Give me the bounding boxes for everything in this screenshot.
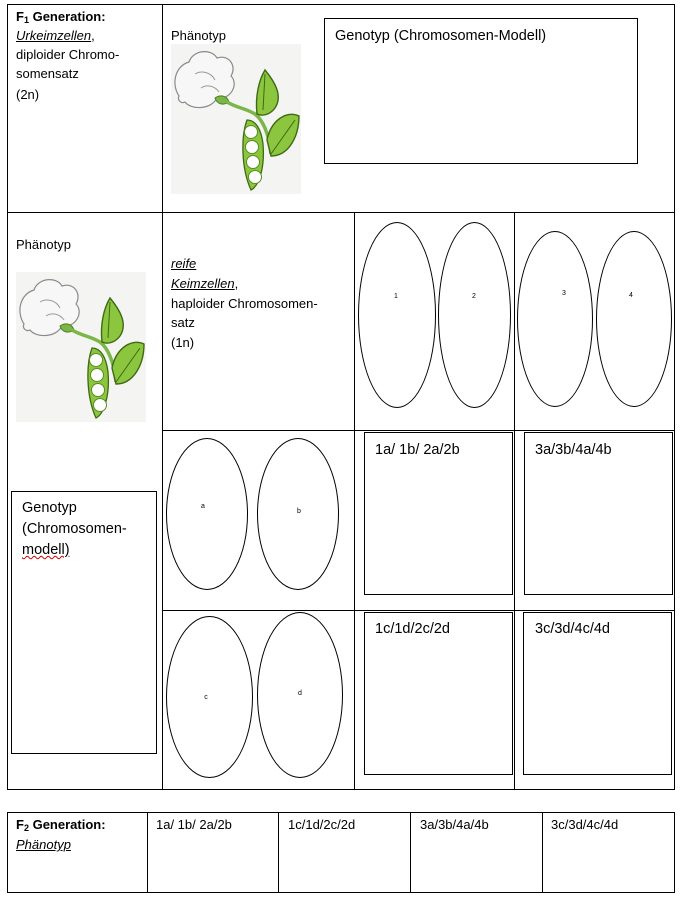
middle-genotype-line2: (Chromosomen- xyxy=(22,521,127,537)
f1-genotype-label: Genotyp (Chromosomen-Modell) xyxy=(335,28,547,44)
f2-col-divider-4 xyxy=(542,812,543,893)
keimzellen-term: Keimzellen xyxy=(171,276,235,291)
keimzellen-line xyxy=(171,274,238,293)
table-col-divider-3 xyxy=(514,212,515,790)
combo-label-3c3d4c4d: 3c/3d/4c/4d xyxy=(535,621,610,637)
f2-subscript: 2 xyxy=(23,823,29,833)
table-row-divider-2 xyxy=(163,430,675,431)
f2-border-right xyxy=(674,812,675,893)
table-col-divider-1 xyxy=(162,4,163,790)
combo-label-1c1d2c2d: 1c/1d/2c/2d xyxy=(375,621,450,637)
chromosome-label-4: 4 xyxy=(629,292,633,299)
middle-genotype-line1: Genotyp xyxy=(22,500,77,516)
chromosome-oval-c[interactable] xyxy=(166,616,253,778)
chromosome-oval-3[interactable] xyxy=(517,231,593,407)
f1-ploidy: (2n) xyxy=(16,87,40,102)
table-border-top xyxy=(7,4,675,5)
table-border-left xyxy=(7,4,8,790)
chromosome-label-c: c xyxy=(204,694,208,701)
chromosome-oval-4[interactable] xyxy=(596,231,672,407)
table-row-divider-1 xyxy=(7,212,675,213)
f2-generation-word: Generation: xyxy=(28,817,106,832)
middle-ploidy: (1n) xyxy=(171,335,195,350)
table-border-bottom xyxy=(7,789,675,790)
table-border-right xyxy=(674,4,675,790)
combo-label-1a1b2a2b: 1a/ 1b/ 2a/2b xyxy=(375,442,460,458)
f1-phenotype-label: Phänotyp xyxy=(171,28,226,43)
table-col-divider-2 xyxy=(354,212,355,790)
f1-cells-term: Urkeimzellen xyxy=(16,28,92,43)
f2-phenotype-label: Phänotyp xyxy=(16,837,71,852)
table-row-divider-3 xyxy=(163,610,675,611)
f2-col-3-header: 3a/3b/4a/4b xyxy=(420,817,489,832)
combo-box-3a3b4a4b[interactable] xyxy=(524,432,673,595)
f1-genotype-box[interactable] xyxy=(324,18,638,164)
f2-col-1-header: 1a/ 1b/ 2a/2b xyxy=(156,817,232,832)
combo-box-1c1d2c2d[interactable] xyxy=(364,612,513,775)
f2-col-2-header: 1c/1d/2c/2d xyxy=(288,817,356,832)
chromosome-oval-b[interactable] xyxy=(257,438,339,590)
pea-plant-icon xyxy=(171,44,301,194)
f2-col-divider-1 xyxy=(147,812,148,893)
f2-border-bottom xyxy=(7,892,675,893)
middle-genotype-line3: modell) xyxy=(22,542,70,558)
combo-box-3c3d4c4d[interactable] xyxy=(523,612,672,775)
f2-letter: F xyxy=(16,817,24,832)
keimzellen-comma: , xyxy=(234,276,239,291)
chromosome-label-d: d xyxy=(298,690,302,697)
pea-plant-icon xyxy=(16,272,146,422)
middle-phenotype-label: Phänotyp xyxy=(16,237,71,252)
f1-cells-comma: , xyxy=(91,28,95,43)
chromosome-oval-d[interactable] xyxy=(257,612,343,778)
f1-generation-word: Generation: xyxy=(28,9,106,24)
chromosome-label-b: b xyxy=(297,508,301,515)
f1-cells-term-line xyxy=(16,26,95,45)
f2-border-left xyxy=(7,812,8,893)
chromosome-label-a: a xyxy=(201,503,205,510)
chromosome-label-3: 3 xyxy=(562,290,566,297)
haploid-line1: haploider Chromosomen- xyxy=(171,296,318,311)
f2-col-divider-3 xyxy=(410,812,411,893)
combo-box-1a1b2a2b[interactable] xyxy=(364,432,513,595)
haploid-line2: satz xyxy=(171,315,195,330)
reife-label: reife xyxy=(171,256,197,271)
chromosome-oval-1[interactable] xyxy=(358,222,436,408)
f1-letter: F xyxy=(16,9,24,24)
chromosome-oval-a[interactable] xyxy=(166,438,248,590)
f2-col-4-header: 3c/3d/4c/4d xyxy=(551,817,619,832)
middle-genotype-box[interactable] xyxy=(11,491,157,754)
chromosome-oval-2[interactable] xyxy=(438,222,511,408)
f1-subscript: 1 xyxy=(23,15,29,25)
combo-label-3a3b4a4b: 3a/3b/4a/4b xyxy=(535,442,612,458)
chromosome-label-2: 2 xyxy=(472,293,476,300)
chromosome-label-1: 1 xyxy=(394,293,398,300)
f2-border-top xyxy=(7,812,675,813)
f1-desc-line2: somensatz xyxy=(16,66,79,81)
f2-col-divider-2 xyxy=(278,812,279,893)
f1-desc-line1: diploider Chromo- xyxy=(16,47,120,62)
